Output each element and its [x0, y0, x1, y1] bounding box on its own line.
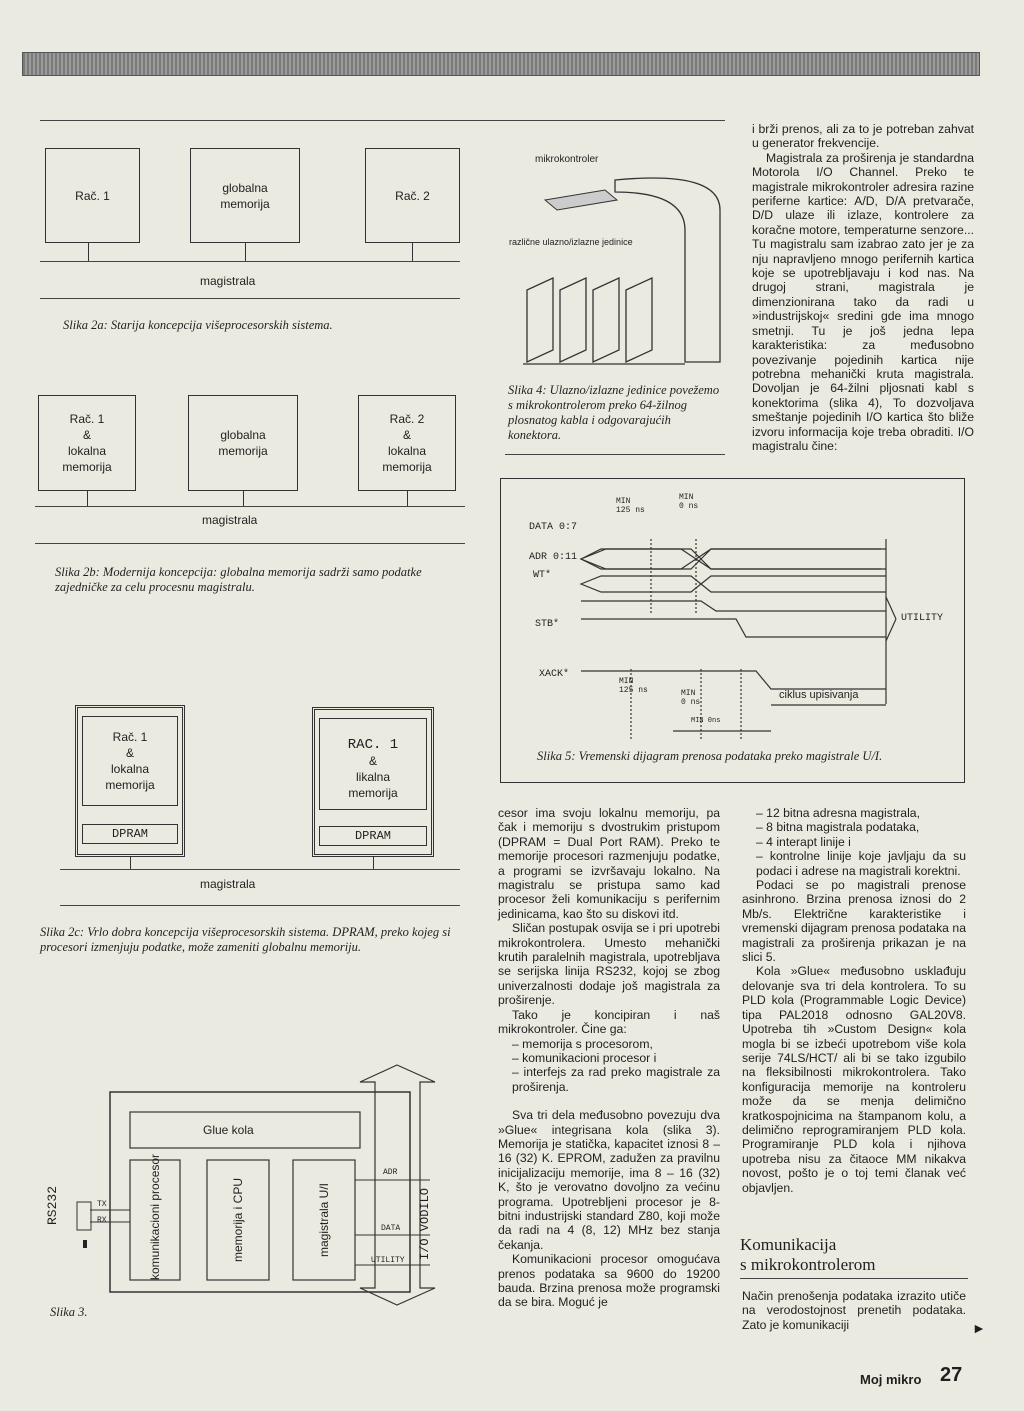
figure-2b — [30, 395, 470, 555]
fig3-mem-label: memorija i CPU — [231, 1177, 246, 1263]
fig2b-global-memory-box: globalna memorija — [188, 395, 298, 491]
fig3-io-arrow — [360, 1065, 435, 1305]
figure-5 — [500, 478, 965, 783]
fig4-drawing — [505, 150, 730, 380]
bus-label: magistrala — [202, 513, 258, 527]
fig4-ribbon-cable — [615, 178, 720, 362]
bus-label: magistrala — [200, 877, 256, 891]
bus-label: magistrala — [200, 274, 256, 288]
paragraph: Komunikacioni procesor omogućava prenos podataka sa 9600 do 19200 bauda. Brzina prenosa može programski da se bira. Moguć je — [498, 1252, 720, 1310]
paragraph: Podaci se po magistrali prenose asinhrono. Brzina prenosa iznosi do 2 Mb/s. Električne karakteristike i vremenski dijagram prenosa podataka na magistrali za proširenja prikazan je na slici 5. — [742, 878, 966, 965]
bus-line — [40, 298, 460, 299]
fig2c-rac1-box: Rač. 1 & lokalna memorija — [82, 716, 178, 806]
middle-text-column — [498, 806, 720, 1310]
header-band — [22, 52, 980, 76]
bus-line — [60, 869, 460, 870]
section-heading — [740, 1235, 970, 1275]
list-item: – 4 interapt linije i — [756, 834, 851, 849]
fig2c-node1-frame — [75, 705, 185, 857]
caption-text: Modernija koncepcija: globalna memorija sadrži samo podatke zajedničke za celu procesnu magistralu. — [55, 565, 422, 594]
fig5-caption — [537, 749, 957, 764]
connector — [407, 491, 408, 506]
caption-label: Slika 2c: — [40, 925, 85, 939]
fig2c-rac2-box — [319, 718, 427, 810]
connector — [243, 491, 244, 506]
section-paragraph: Način prenošenja podataka izrazito utiče na verodostojnost prenetih podataka. Zato je komunikaciji — [742, 1289, 966, 1332]
fig3-connector-shape — [77, 1202, 91, 1230]
paragraph: Sličan postupak osvija se i pri upotrebi mikrokontrolera. Umesto mehanički krutih paralelnih magistrala, upotrebljava se serijska linija RS232, kojoj se zbog univerzalnosti dodaje još magistrala za proširenje. — [498, 921, 720, 1008]
list-item: – memorija s procesorom, — [512, 1036, 653, 1051]
bus-line — [40, 261, 460, 262]
page-number: 27 — [940, 1364, 963, 1386]
fig3-rx-label: RX — [97, 1216, 107, 1225]
fig5-signal-stb: STB* — [535, 619, 560, 630]
fig5-ciklus-label: ciklus upisivanja — [779, 689, 859, 701]
list-item: – 12 bitna adresna magistrala, — [756, 806, 920, 820]
magazine-name: Moj mikro — [860, 1372, 922, 1387]
connector — [87, 491, 88, 506]
fig5-signal-xack: XACK* — [539, 669, 570, 680]
fig2a-caption — [63, 318, 463, 333]
divider — [505, 454, 725, 455]
paragraph: cesor ima svoju lokalnu memoriju, pa čak i memoriju s dvostrukim pristupom (DPRAM = Dual Port RAM). Preko te memorije procesori razmenjuju podatke, a programi se izvršavaju lokalno. Na magistralu se pristupa samo kad procesor želi komunikaciju s perifernim jedinicama, kao što su diskovi itd. — [498, 806, 720, 921]
fig4-cards — [523, 278, 685, 364]
divider — [740, 1278, 968, 1279]
paragraph: i brži prenos, ali za to je potreban zahvat u generator frekvencije. — [752, 122, 974, 151]
fig2c-dpram2-box: DPRAM — [319, 826, 427, 846]
list-item: – komunikacioni procesor i — [512, 1050, 657, 1065]
figure-2a — [40, 140, 470, 340]
fig5-min0-top: MIN 0 ns — [679, 493, 699, 511]
fig3-data-label: DATA — [381, 1224, 401, 1233]
fig4-caption — [508, 383, 723, 443]
fig5-utility-label: UTILITY — [901, 613, 944, 624]
fig2c-caption — [40, 925, 460, 955]
figure-2c — [40, 705, 470, 905]
fig5-signal-data: DATA 0:7 — [529, 522, 578, 533]
fig3-mag-wrap — [293, 1160, 355, 1280]
fig3-utility-label: UTILITY — [371, 1256, 405, 1265]
section-heading-line2: s mikrokontrolerom — [740, 1255, 876, 1274]
fig5-min125-top: MIN 125 ns — [616, 497, 645, 515]
caption-label: Slika 4: — [508, 383, 547, 397]
caption-text: Vrlo dobra koncepcija višeprocesorskih sistema. DPRAM, preko kojeg si procesori izmenjuju podatke, može zameniti globalnu memoriju. — [40, 925, 451, 954]
paragraph: Magistrala za proširenja je standardna Motorola I/O Channel. Preko te magistrale mikrokontroler adresira razine periferne kartice: A/D, D/A pretvarače, D/D ulaze ili izlaze, kontrolere za koračne motore, temperaturne senzore... Tu magistralu sam izabrao zato jer je za nju napravljeno mnogo perifernih kartica koje se upotrebljavaju i kod nas. Na drugoj strani, magistrala je dimenzionirana tako da radi u »industrijskoj« sredini gde ima mnogo smetnji. Tu je još jedna lepa karakteristika: za međusobno povezivanje pojedinih kartica nije potrebna mehanički kruta magistrala. Dovoljan je 64-žilni pljosnati kabl s konektorima (slika 4), To dozvoljava smeštanje pojedinih I/O kartica što bliže izvoru informacija koje treba obraditi. I/O magistralu čine: — [752, 150, 974, 453]
fig2c-dpram1-box: DPRAM — [82, 824, 178, 844]
connector — [245, 243, 246, 261]
caption-text: Starija koncepcija višeprocesorskih sistema. — [110, 318, 333, 332]
fig3-adr-label: ADR — [383, 1168, 398, 1177]
fig3-kom-wrap — [130, 1153, 180, 1280]
fig2c-rac2-label: & likalna memorija — [348, 754, 398, 800]
fig2a-rac2-box: Rač. 2 — [365, 148, 460, 243]
continue-arrow-icon: ► — [972, 1320, 986, 1336]
fig5-min125-bot: MIN 125 ns — [619, 677, 648, 695]
list-item: – kontrolne linije koje javljaju da su podaci i adrese na magistrali korektni. — [756, 849, 966, 878]
fig5-signal-adr: ADR 0:11 — [529, 552, 578, 563]
fig3-mem-wrap — [207, 1160, 269, 1280]
bus-line — [35, 506, 465, 507]
bus-line — [60, 905, 460, 906]
figure-3 — [45, 1060, 485, 1310]
caption-label: Slika 2a: — [63, 318, 108, 332]
connector — [130, 857, 131, 869]
fig5-waves — [581, 539, 896, 739]
fig3-mag-label: magistrala U/I — [317, 1182, 331, 1258]
fig2c-rac2-title: RAC. 1 — [347, 737, 399, 753]
fig3-tx-label: TX — [97, 1200, 107, 1209]
fig5-min0ns: MIN 0ns — [691, 717, 721, 725]
fig2a-global-memory-box: globalna memorija — [190, 148, 300, 243]
list-item: – interfejs za rad preko magistrale za proširenja. — [512, 1065, 720, 1094]
section-heading-line1: Komunikacija — [740, 1235, 837, 1254]
fig3-caption: Slika 3. — [50, 1305, 88, 1319]
fig2c-node2-frame — [312, 707, 434, 857]
paragraph: Tako je koncipiran i naš mikrokontroler. Čine ga: — [498, 1007, 720, 1037]
list-item: – 8 bitna magistrala podataka, — [756, 820, 920, 835]
fig5-signal-wt: WT* — [533, 570, 552, 581]
right-text-column — [742, 806, 966, 1195]
caption-text: Vremenski dijagram prenosa podataka preko magistrale U/I. — [578, 749, 883, 763]
paragraph: Sva tri dela međusobno povezuju dva »Glue« integrisana kola (slika 3). Memorija je statička, kapacitet iznosi 8 – 16 (32) K. EPROM, zadužen za pravilnu inicijalizaciju memorije, ima 8 – 16 (32) K, što je verovatno dovoljno za većinu programa. Upotrebljeni procesor je 8-bitni industrijski standard Z80, koji može da radi na 4 (8, 12) MHz bez stanja čekanja. — [498, 1108, 720, 1252]
fig3-vodilo-label: I/O VODILO — [418, 1187, 432, 1260]
fig5-data-wave-2 — [696, 549, 881, 559]
fig4-units-label: različne ulazno/izlazne jedinice — [509, 237, 633, 247]
fig3-glue-label: Glue kola — [203, 1123, 254, 1137]
divider — [40, 120, 725, 121]
paragraph: Kola »Glue« međusobno usklađuju delovanje sva tri dela kontrolera. To su PLD kola (Programmable Logic Device) tipa PAL2018 odnosno GAL20V8. Upotreba tih »Custom Design« kola mogla bi se izbeći upotrebom više kola serije 74LS/HCT/ ali bi se tako izgubilo na fleksibilnosti mikrokontrolera. Tako konfiguracija memorije na kontroleru može da se menja delimično kratkospojnicima na štampanom kolu, a delimično reprogramiranjem PLD kola. Programiranje PLD kola i njihova upotreba nisu za čitaoce MM nikakva novost, pošto je o toj temi članak već objavljen. — [742, 964, 966, 1195]
fig2b-rac2-box: Rač. 2 & lokalna memorija — [358, 395, 456, 491]
fig2b-rac1-box: Rač. 1 & lokalna memorija — [38, 395, 136, 491]
bus-line — [35, 543, 465, 544]
connector — [373, 857, 374, 869]
caption-label: Slika 5: — [537, 749, 576, 763]
figure-4 — [505, 150, 730, 380]
fig3-kom-label: komunikacioni procesor — [148, 1153, 162, 1280]
fig3-rs232-label: RS232 — [45, 1185, 61, 1226]
fig5-min0-bot: MIN 0 ns — [681, 689, 701, 707]
fig2b-caption — [55, 565, 465, 595]
right-top-column — [752, 122, 974, 453]
connector — [412, 243, 413, 261]
fig4-mcu-board — [545, 190, 617, 210]
caption-label: Slika 2b: — [55, 565, 100, 579]
connector — [88, 243, 89, 261]
caption-text: Ulazno/izlazne jedinice povežemo s mikrokontrolerom preko 64-žilnog plosnatog kabla i odgovarajućih konektora. — [508, 383, 720, 442]
fig2a-rac1-box: Rač. 1 — [45, 148, 140, 243]
fig4-mcu-label: mikrokontroler — [535, 154, 599, 165]
